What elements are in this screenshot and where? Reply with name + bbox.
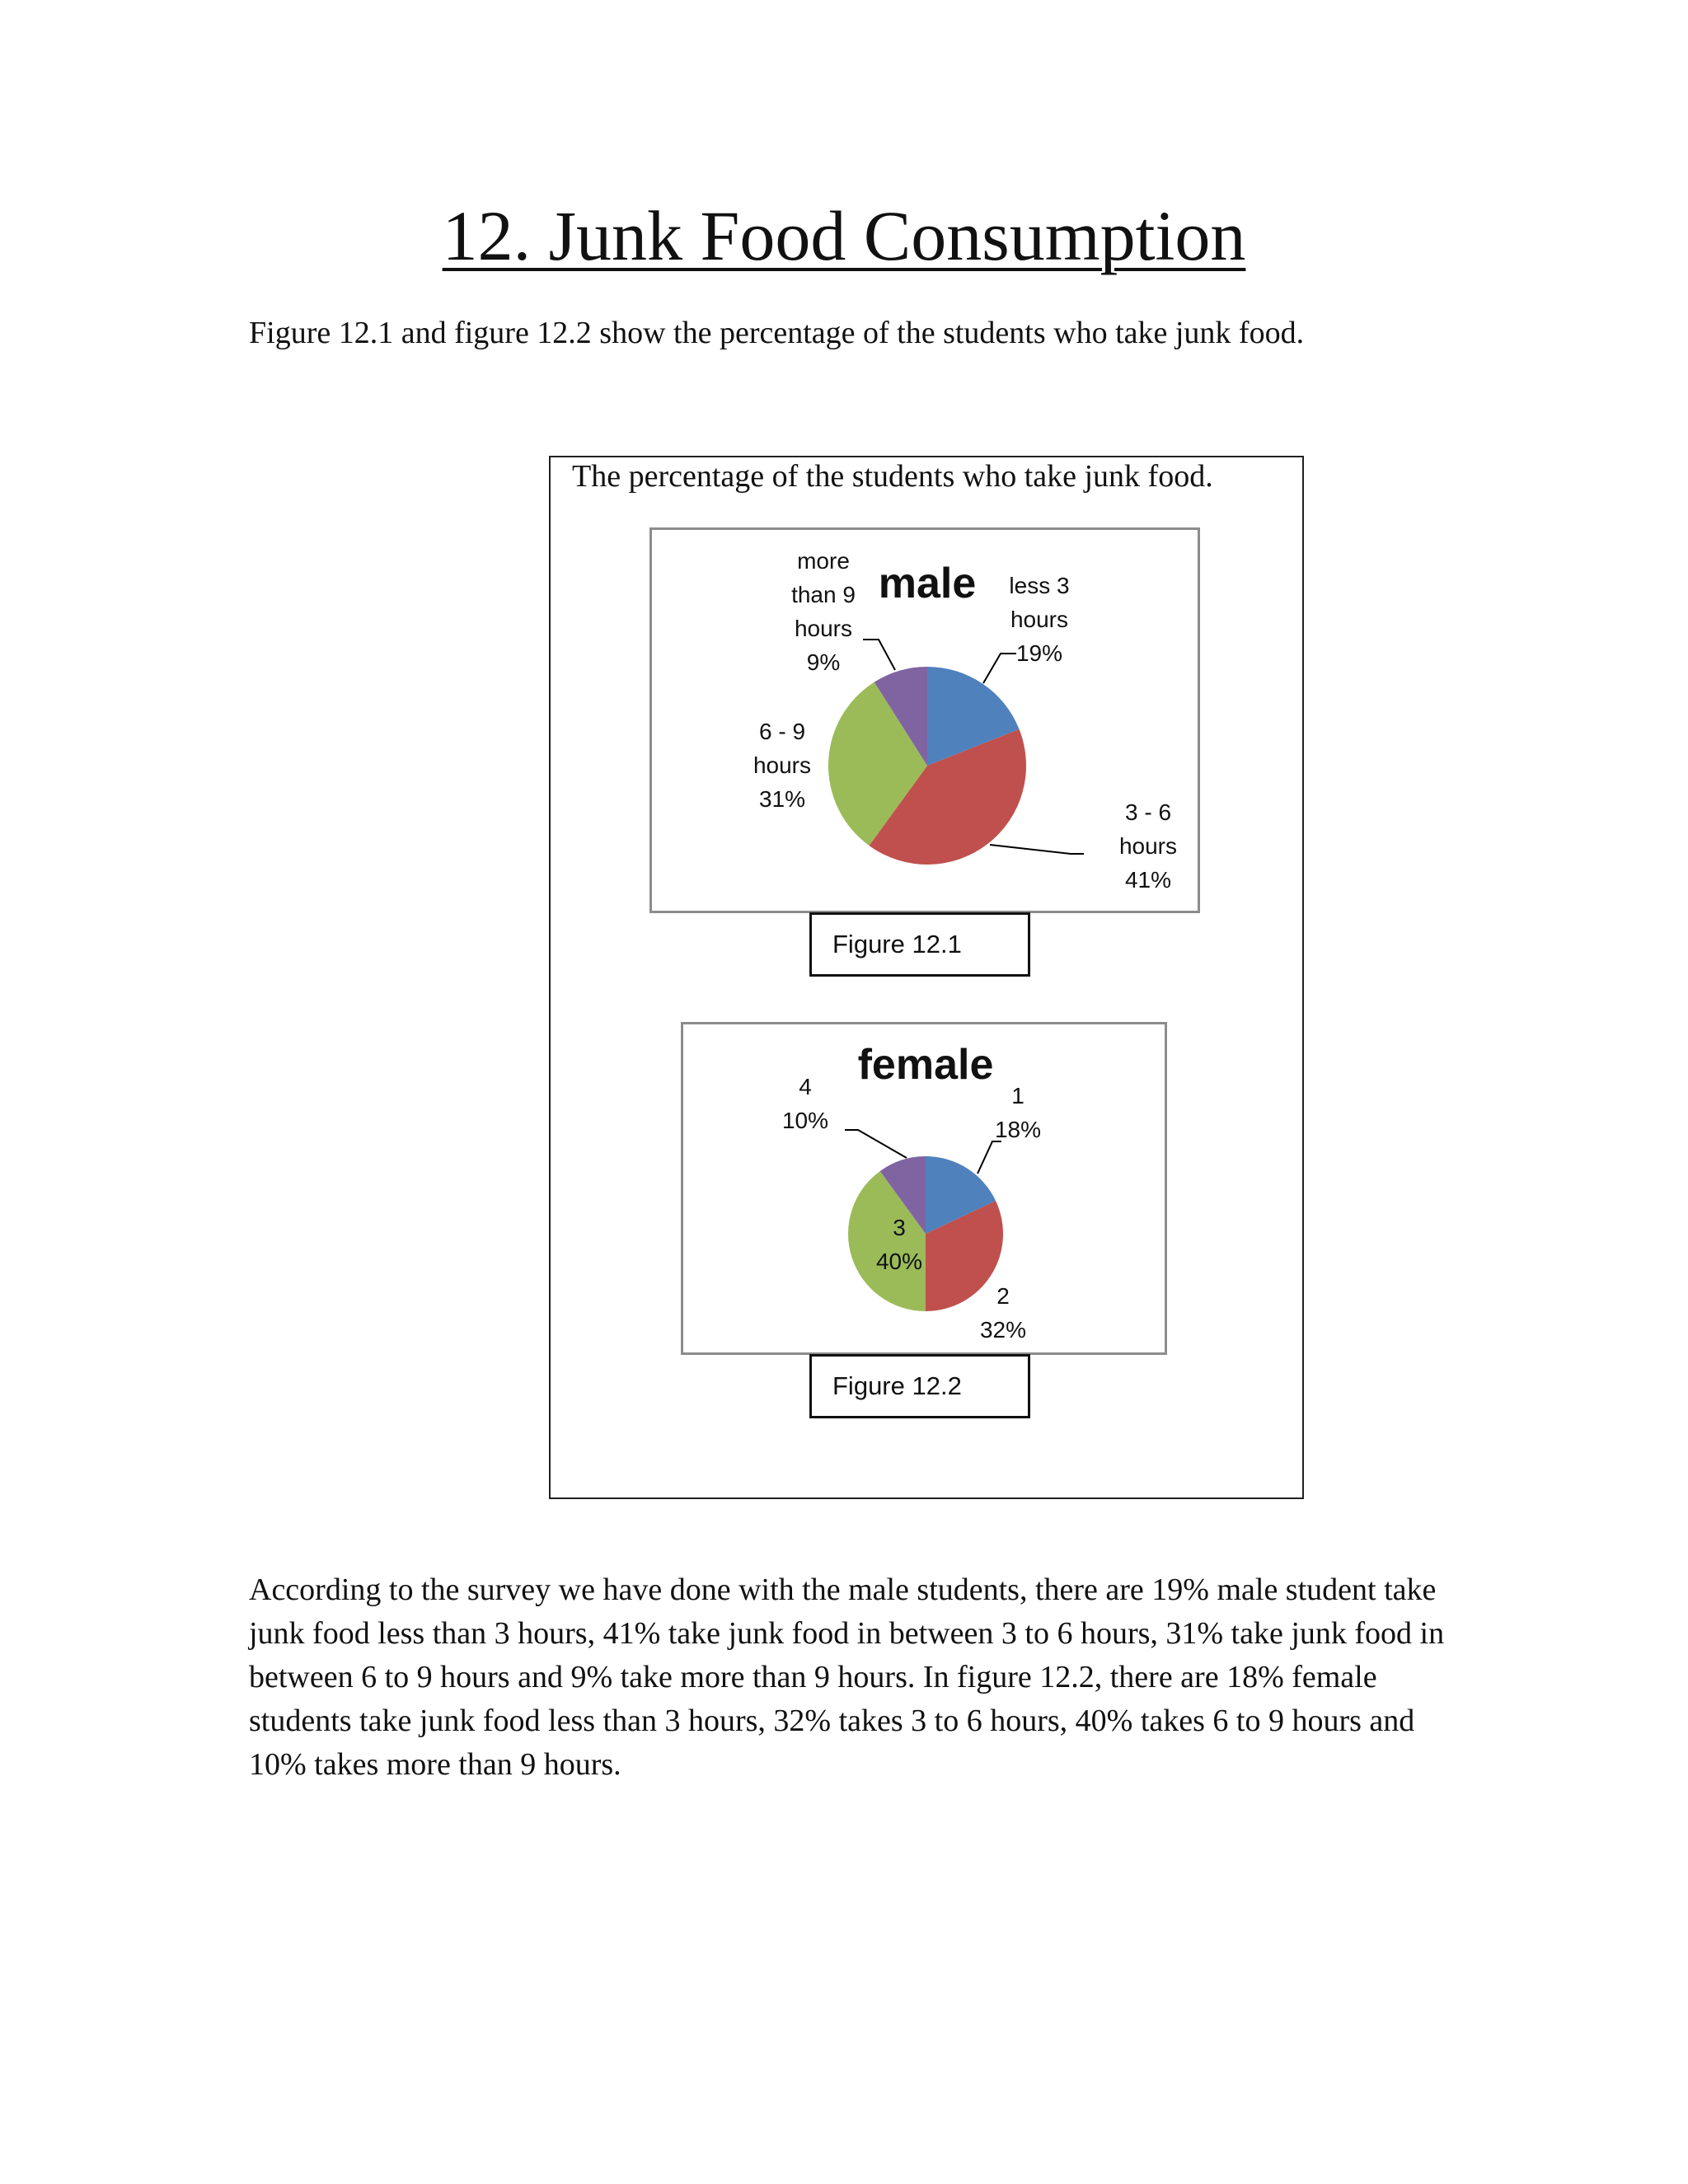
body-paragraph: According to the survey we have done with the male students, there are 19% male student take junk food less than 3 hours, 41% take junk food in between 3 to 6 hours, 31% take junk food in between 6 to 9 hours and 9% take more than 9 hours. In figure 12.2, there are 18% female students take junk food less than 3 hours, 32% takes 3 to 6 hours, 40% takes 6 to 9 hours and 10% takes more than 9 hours.	[249, 1572, 1445, 1782]
female-data-label-2: 2 32%	[979, 1283, 1027, 1343]
male-data-label-1: less 3 hours 19%	[1009, 573, 1070, 666]
male-leader-line-2	[990, 845, 1084, 854]
male-chart-title: male	[878, 560, 977, 607]
male-data-label-3: 6 - 9 hours 31%	[753, 719, 812, 812]
figure-12-1-label: Figure 12.1	[809, 912, 1030, 977]
figure-container-caption: The percentage of the students who take junk food.	[572, 459, 1213, 494]
male-data-label-2: 3 - 6 hours 41%	[1118, 799, 1178, 893]
male-pie-svg	[652, 530, 1203, 916]
male-leader-line-1	[983, 654, 1016, 683]
male-pie-chart	[649, 527, 1200, 913]
female-data-label-4: 4 10%	[781, 1074, 829, 1133]
female-pie-chart	[681, 1022, 1167, 1355]
female-data-label-1: 1 18%	[994, 1083, 1042, 1142]
female-chart-title: female	[857, 1041, 994, 1089]
female-leader-line-1	[978, 1141, 1001, 1174]
figure-12-2-label: Figure 12.2	[809, 1354, 1030, 1418]
page-title: 12. Junk Food Consumption	[442, 196, 1246, 275]
female-leader-line-4	[845, 1130, 907, 1158]
male-data-label-4: more than 9 hours 9%	[791, 548, 856, 675]
intro-text: Figure 12.1 and figure 12.2 show the percentage of the students who take junk food.	[249, 316, 1305, 350]
female-data-label-3: 3 40%	[875, 1215, 923, 1274]
male-leader-line-4	[863, 640, 895, 670]
female-pie-svg	[683, 1024, 1170, 1357]
